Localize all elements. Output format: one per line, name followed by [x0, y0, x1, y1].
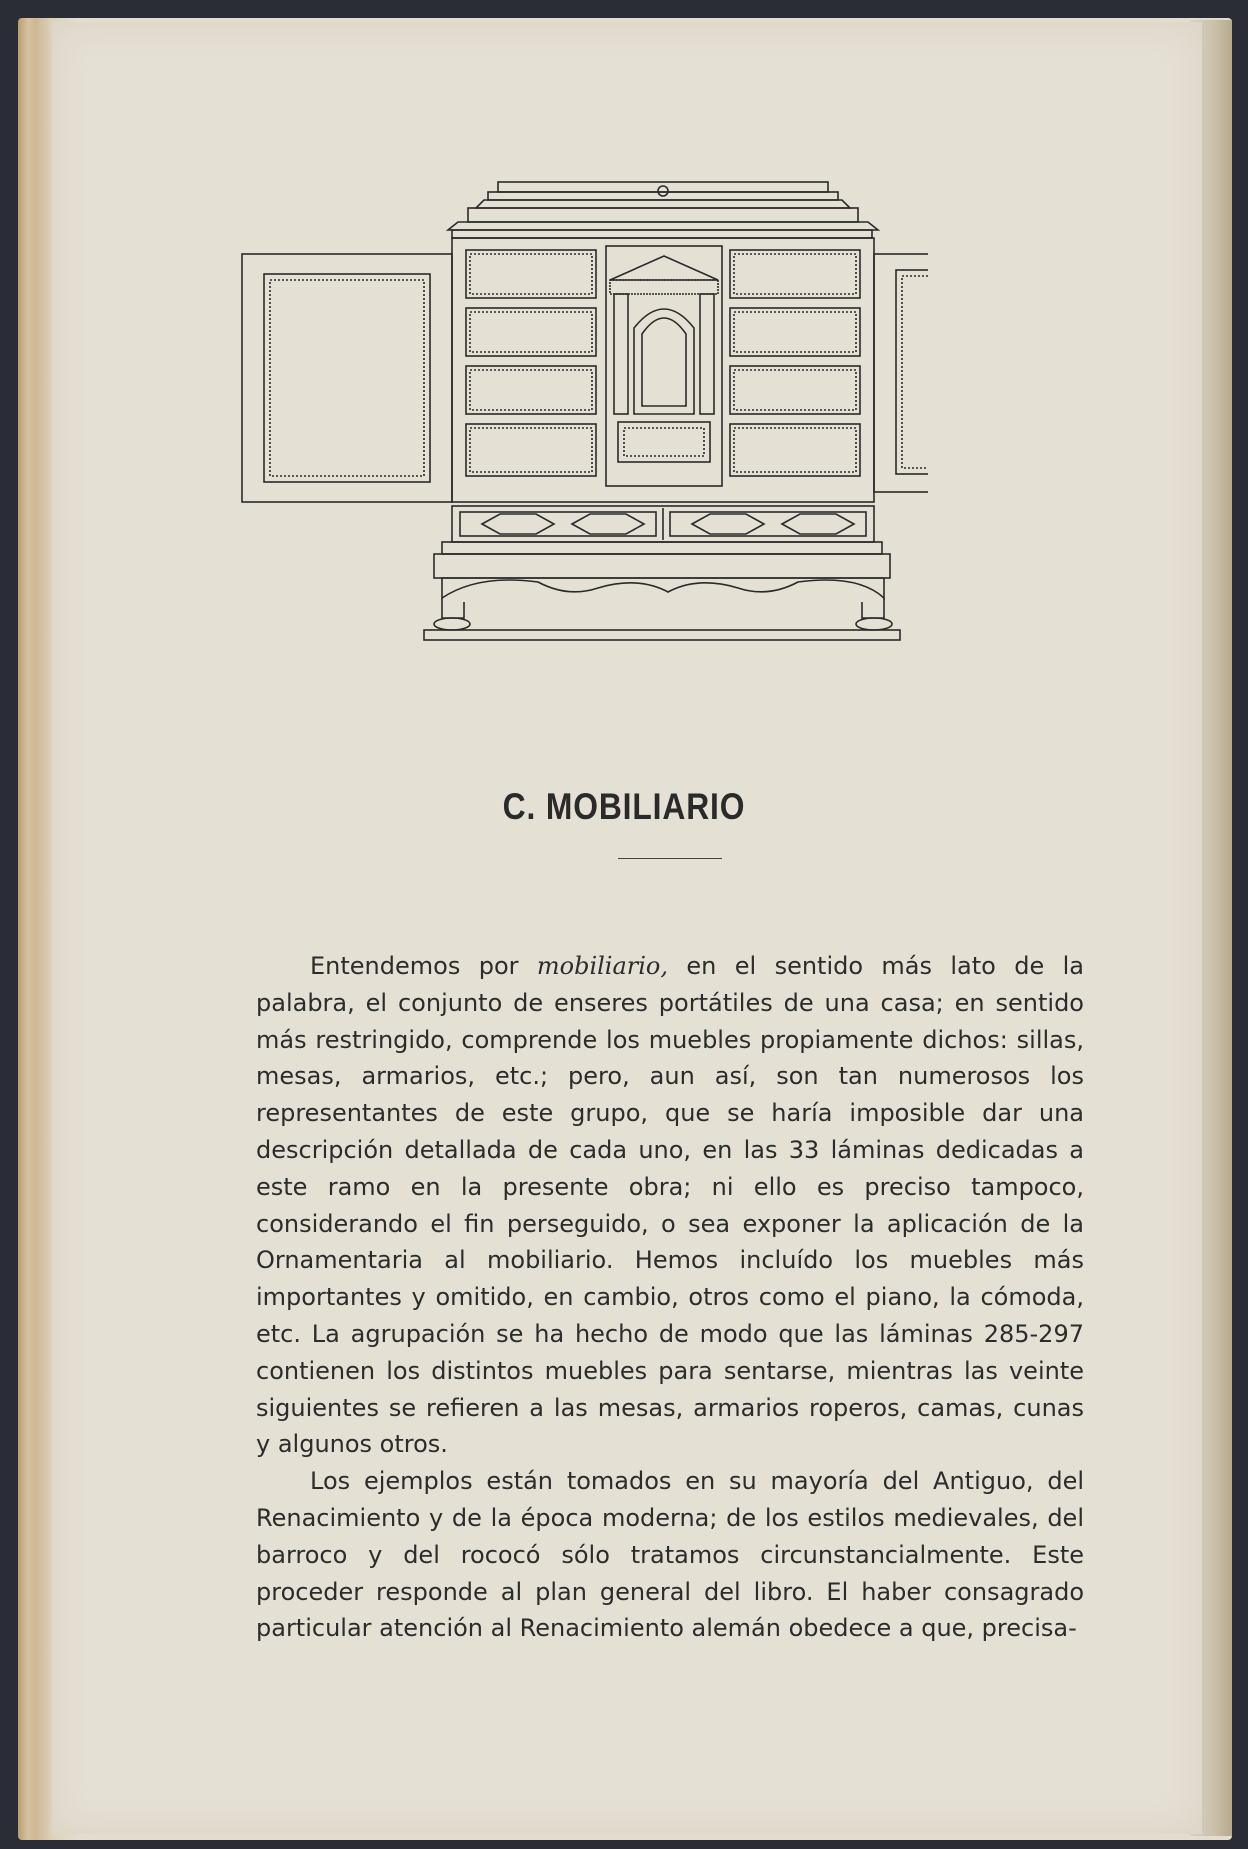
lower-frieze	[452, 506, 874, 542]
central-niche	[606, 246, 722, 486]
cabinet-cornice-top	[498, 182, 828, 192]
cabinet-illustration	[238, 178, 928, 648]
paragraph-1-rest: en el sentido más lato de la palabra, el conjunto de enseres portátiles de una casa; en sentido más restringido, comprende los muebles propiamente dichos: sillas, mesas, armarios, etc.; pero, aun así, son tan numerosos los representantes de este grupo, que se haría imposible dar una descripción detallada de cada uno, en las 33 láminas dedicadas a este ramo en la presente obra; ni ello es preciso tampoco, considerando el fin perseguido, o sea exponer la aplicación de la Ornamentaria al mobiliario. Hemos incluído los muebles más importantes y omitido, en cambio, otros como el piano, la cómoda, etc. La agrupación se ha hecho de modo que las láminas 285-297 contienen los distintos muebles para sentarse, mientras las veinte siguientes se refieren a las mesas, armarios roperos, camas, cunas y algunos otros.	[256, 952, 1084, 1459]
left-drawers	[466, 250, 596, 476]
paragraph-1	[256, 948, 1084, 1463]
italic-term: mobiliario,	[536, 952, 669, 980]
finial-ornament	[658, 186, 668, 196]
paragraph-1-lead: Entendemos por	[310, 952, 537, 980]
paragraph-2: Los ejemplos están tomados en su mayoría del Antiguo, del Renacimiento y de la época moderna; de los estilos medievales, del barroco y del rococó sólo tratamos circunstancialmente. Este proceder responde al plan general del libro. El haber consagrado particular atención al Renacimiento alemán obedece a que, precisa-	[256, 1467, 1084, 1643]
section-title: C. MOBILIARIO	[502, 786, 746, 827]
title-divider	[618, 858, 722, 859]
right-drawers	[730, 250, 860, 476]
right-door	[874, 254, 928, 492]
left-door	[242, 254, 452, 502]
body-text	[256, 948, 1084, 1647]
cabinet-stand	[424, 542, 900, 640]
